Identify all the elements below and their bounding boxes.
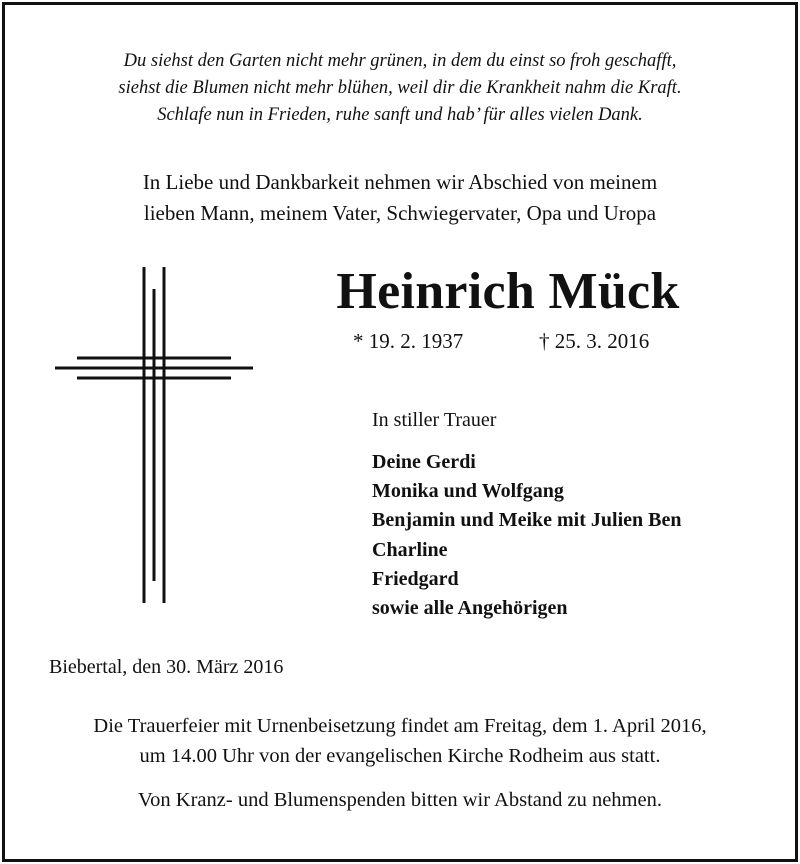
funeral-info — [5, 711, 795, 771]
mourner: sowie alle Angehörigen — [372, 597, 568, 620]
mourners-list — [372, 448, 681, 623]
birth-date: * 19. 2. 1937 — [353, 329, 464, 353]
mourner: Friedgard — [372, 567, 459, 590]
poem-line: Du siehst den Garten nicht mehr grünen, in dem du einst so froh geschafft, — [123, 51, 677, 71]
poem-line: siehst die Blumen nicht mehr blühen, weil dir die Krankheit nahm die Kraft. — [118, 78, 682, 98]
place-date: Biebertal, den 30. März 2016 — [49, 656, 284, 678]
mourner: Monika und Wolfgang — [372, 480, 564, 503]
mourner: Deine Gerdi — [372, 451, 476, 473]
mourner: Benjamin und Meike mit Julien Ben — [372, 509, 682, 532]
farewell-line: lieben Mann, meinem Vater, Schwiegervater, Opa und Uropa — [143, 201, 657, 225]
funeral-line: Die Trauerfeier mit Urnenbeisetzung findet am Freitag, dem 1. April 2016, — [93, 715, 707, 737]
mourning-heading: In stiller Trauer — [372, 409, 497, 431]
obituary-notice — [2, 2, 798, 862]
death-date: † 25. 3. 2016 — [539, 329, 650, 353]
farewell-text — [5, 167, 795, 229]
flowers-note: Von Kranz- und Blumenspenden bitten wir Abstand zu nehmen. — [138, 789, 662, 811]
cross-icon — [51, 267, 257, 608]
poem — [5, 48, 795, 129]
funeral-line: um 14.00 Uhr von der evangelischen Kirche Rodheim aus statt. — [139, 745, 661, 767]
mourner: Charline — [372, 538, 448, 561]
farewell-line: In Liebe und Dankbarkeit nehmen wir Abschied von meinem — [142, 170, 658, 194]
deceased-name: Heinrich Mück — [336, 263, 680, 320]
poem-line: Schlafe nun in Frieden, ruhe sanft und hab’ für alles vielen Dank. — [157, 105, 643, 125]
